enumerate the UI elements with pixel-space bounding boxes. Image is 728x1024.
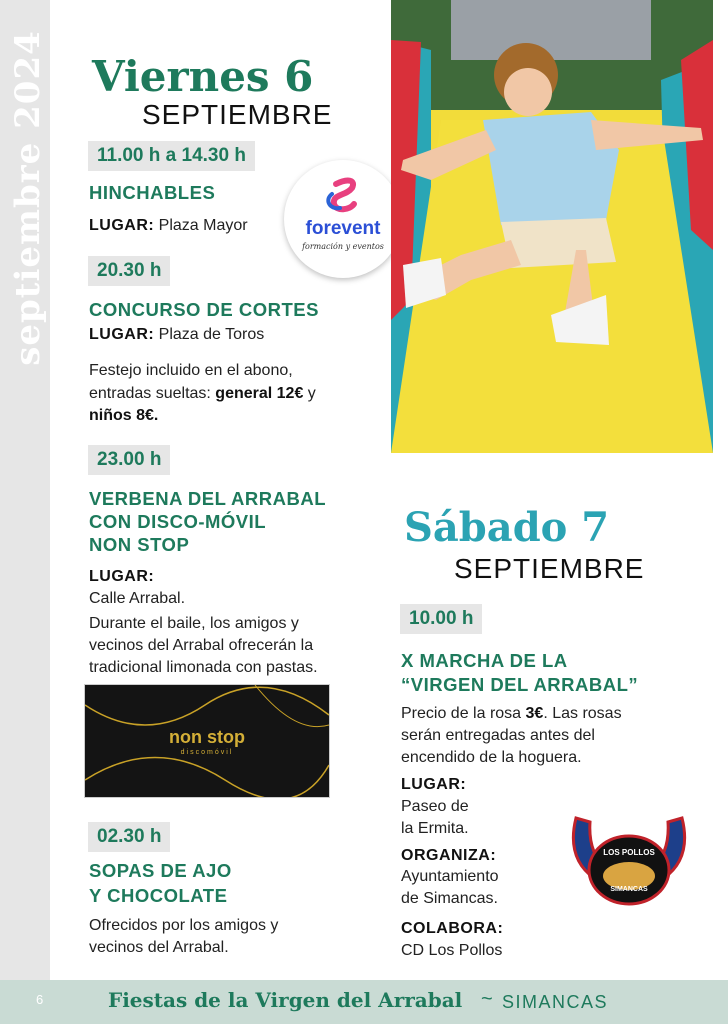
pollos-name: LOS POLLOS [603,848,655,857]
event-desc: tradicional limonada con pastas. [89,659,318,676]
friday-month: SEPTIEMBRE [142,99,333,130]
event-title: Y CHOCOLATE [89,885,228,906]
page-number: 6 [36,992,44,1007]
event-desc: Precio de la rosa 3€. Las rosas [401,705,622,722]
event-place-label: LUGAR: [89,568,155,585]
event-place: LUGAR: Plaza de Toros [89,326,265,343]
event-desc: Festejo incluido en el abono, [89,362,293,379]
los-pollos-logo [566,808,692,912]
event-place-label: LUGAR: [401,776,467,793]
pollos-town: SIMANCAS [610,886,648,893]
event-title: HINCHABLES [89,182,216,203]
event-desc: vecinos del Arrabal. [89,939,229,956]
event-desc: entradas sueltas: general 12€ y [89,385,316,402]
event-organizer-label: ORGANIZA: [401,847,497,864]
event-desc: Ofrecidos por los amigos y [89,917,279,934]
footer-town: SIMANCAS [502,992,609,1012]
event-title: VERBENA DEL ARRABAL [89,488,326,509]
event-title: “VIRGEN DEL ARRABAL” [401,674,639,695]
event-title: CON DISCO-MÓVIL [89,511,267,532]
event-desc: vecinos del Arrabal ofrecerán la [89,637,314,654]
nonstop-logo [84,684,330,798]
saturday-month: SEPTIEMBRE [454,553,645,584]
saturday-title: Sábado 7 [404,504,610,551]
friday-title: Viernes 6 [92,52,314,101]
event-desc: Durante el baile, los amigos y [89,615,299,632]
forevent-tagline: formación y eventos [302,242,384,251]
event-desc: serán entregadas antes del [401,727,595,744]
event-organizer: Ayuntamiento [401,868,499,885]
child-on-slide-image [391,0,713,453]
nonstop-sub: discomóvil [180,749,234,756]
event-place: Paseo de [401,798,469,815]
event-desc: encendido de la hoguera. [401,749,582,766]
event-title: SOPAS DE AJO [89,860,232,881]
forevent-logo [284,160,402,278]
sidebar-label: septiembre 2024 [8,30,48,366]
event-place: LUGAR: Plaza Mayor [89,217,248,234]
event-collab-label: COLABORA: [401,920,504,937]
footer-title: Fiestas de la Virgen del Arrabal [108,988,463,1012]
event-time: 23.00 h [88,445,170,475]
inflatable-photo [391,0,713,453]
event-time: 11.00 h a 14.30 h [88,141,255,171]
event-place: Calle Arrabal. [89,590,186,607]
event-desc: niños 8€. [89,407,159,424]
nonstop-name: non stop [169,727,245,747]
event-title: CONCURSO DE CORTES [89,299,319,320]
event-time: 02.30 h [88,822,170,852]
event-place: la Ermita. [401,820,469,837]
event-time: 10.00 h [400,604,482,634]
footer-separator: ~ [481,988,493,1010]
forevent-name: forevent [305,218,381,239]
event-organizer: de Simancas. [401,890,498,907]
event-title: X MARCHA DE LA [401,650,568,671]
pollos-emblem-icon [566,808,692,912]
event-time: 20.30 h [88,256,170,286]
side-band [0,0,50,980]
event-title: NON STOP [89,534,190,555]
event-collab: CD Los Pollos [401,942,503,959]
